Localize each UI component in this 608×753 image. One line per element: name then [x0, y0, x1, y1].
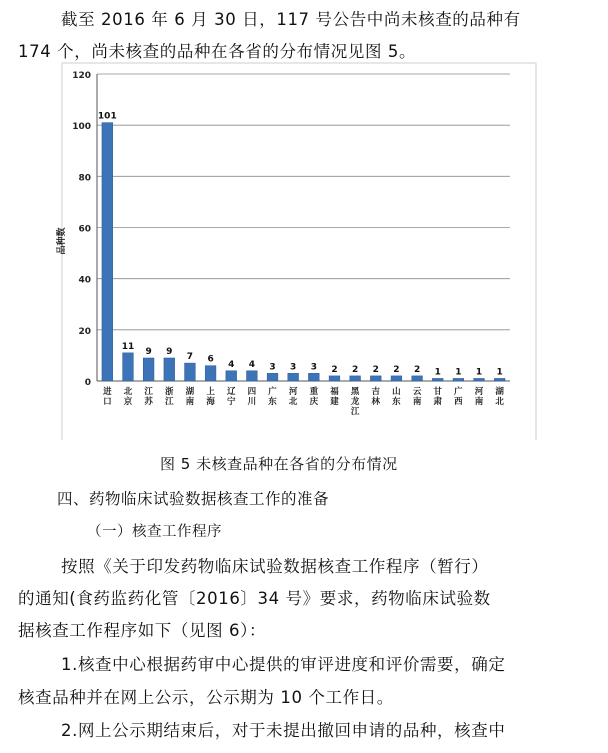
x-tick-label: 广西: [454, 387, 463, 407]
x-tick-label: 四川: [247, 387, 257, 407]
data-label: 1: [496, 367, 503, 378]
bar-甘肃: [432, 378, 443, 381]
list-item-2-line-1: 2.网上公示期结束后，对于未提出撤回申请的品种，核查中: [61, 721, 506, 740]
data-label: 2: [372, 364, 379, 375]
x-tick-label: 进口: [103, 387, 112, 407]
data-label: 2: [351, 364, 359, 375]
x-tick-label: 湖北: [495, 387, 504, 407]
y-tick-label: 20: [78, 326, 91, 337]
data-label: 2: [393, 364, 400, 375]
bar-河北: [288, 373, 299, 381]
data-label: 7: [186, 352, 194, 363]
bar-广东: [267, 373, 278, 381]
data-label: 3: [310, 362, 317, 373]
list-item-1-line-2: 核查品种并在网上公示，公示期为 10 个工作日。: [18, 688, 394, 707]
bar-黑龙江: [350, 376, 361, 381]
bar-北京: [123, 353, 134, 381]
data-label: 9: [166, 346, 173, 357]
x-tick-label: 广东: [268, 387, 277, 407]
paragraph-line-1: 按照《关于印发药物临床试验数据核查工作程序（暂行）: [61, 557, 489, 576]
intro-line-1: 截至 2016 年 6 月 30 日，117 号公告中尚未核查的品种有: [61, 10, 521, 29]
y-tick-label: 0: [84, 378, 91, 388]
bar-福建: [329, 376, 340, 381]
bar-山东: [391, 376, 402, 381]
data-label: 2: [331, 364, 338, 375]
x-tick-label: 山东: [392, 387, 401, 407]
x-tick-label: 湖南: [185, 387, 195, 407]
x-tick-label: 上海: [206, 387, 215, 407]
y-tick-label: 60: [78, 224, 91, 235]
bar-江苏: [143, 358, 154, 381]
paragraph-line-3: 据核查工作程序如下（见图 6）：: [18, 621, 267, 640]
data-label: 9: [145, 346, 152, 357]
x-tick-label: 河南: [474, 387, 484, 407]
bar-河南: [474, 378, 485, 381]
list-item-1-line-1: 1.核查中心根据药审中心提供的审评进度和评价需要，确定: [61, 655, 506, 674]
x-tick-label: 重庆: [309, 387, 319, 407]
bar-四川: [247, 371, 258, 381]
x-tick-label: 福建: [330, 387, 339, 407]
data-label: 101: [97, 111, 117, 122]
bar-云南: [412, 376, 423, 381]
x-tick-label: 北京: [123, 387, 133, 407]
data-label: 3: [290, 362, 297, 373]
x-tick-label: 江苏: [144, 387, 153, 407]
y-tick-label: 120: [72, 71, 91, 81]
bar-湖南: [185, 363, 196, 381]
bar-辽宁: [226, 371, 237, 381]
bar-湖北: [494, 378, 505, 381]
y-tick-label: 80: [78, 173, 91, 184]
subsection-heading: （一）核查工作程序: [87, 524, 222, 540]
paragraph-line-2: 的通知(食药监药化管〔2016〕34 号》要求，药物临床试验数: [18, 589, 491, 608]
bar-进口: [102, 123, 113, 381]
x-tick-label: 吉林: [371, 387, 381, 407]
x-tick-label: 甘肃: [433, 387, 442, 407]
data-label: 2: [413, 364, 421, 375]
y-tick-label: 40: [78, 275, 91, 286]
x-tick-label: 浙江: [165, 387, 174, 407]
bar-重庆: [308, 373, 319, 381]
data-label: 1: [434, 367, 441, 378]
bar-广西: [453, 378, 464, 381]
data-label: 3: [269, 362, 276, 373]
section-heading: 四、药物临床试验数据核查工作的准备: [57, 490, 330, 508]
data-label: 1: [455, 367, 462, 378]
chart-frame: [62, 63, 536, 440]
y-axis-label: 品种数: [57, 227, 67, 255]
bar-上海: [205, 366, 216, 381]
data-label: 6: [207, 354, 214, 365]
bar-浙江: [164, 358, 175, 381]
x-tick-label: 河北: [288, 387, 298, 407]
x-tick-label: 黑龙江: [350, 387, 360, 417]
figure-caption: 图 5 未核查品种在各省的分布情况: [160, 455, 398, 473]
data-label: 4: [248, 359, 256, 370]
x-tick-label: 云南: [412, 387, 422, 407]
intro-line-2: 174 个，尚未核查的品种在各省的分布情况见图 5。: [18, 42, 417, 61]
x-tick-label: 辽宁: [226, 387, 236, 407]
data-label: 1: [475, 367, 483, 378]
y-tick-label: 100: [72, 122, 91, 133]
data-label: 11: [121, 341, 135, 352]
bar-吉林: [370, 376, 381, 381]
data-label: 4: [228, 359, 235, 370]
